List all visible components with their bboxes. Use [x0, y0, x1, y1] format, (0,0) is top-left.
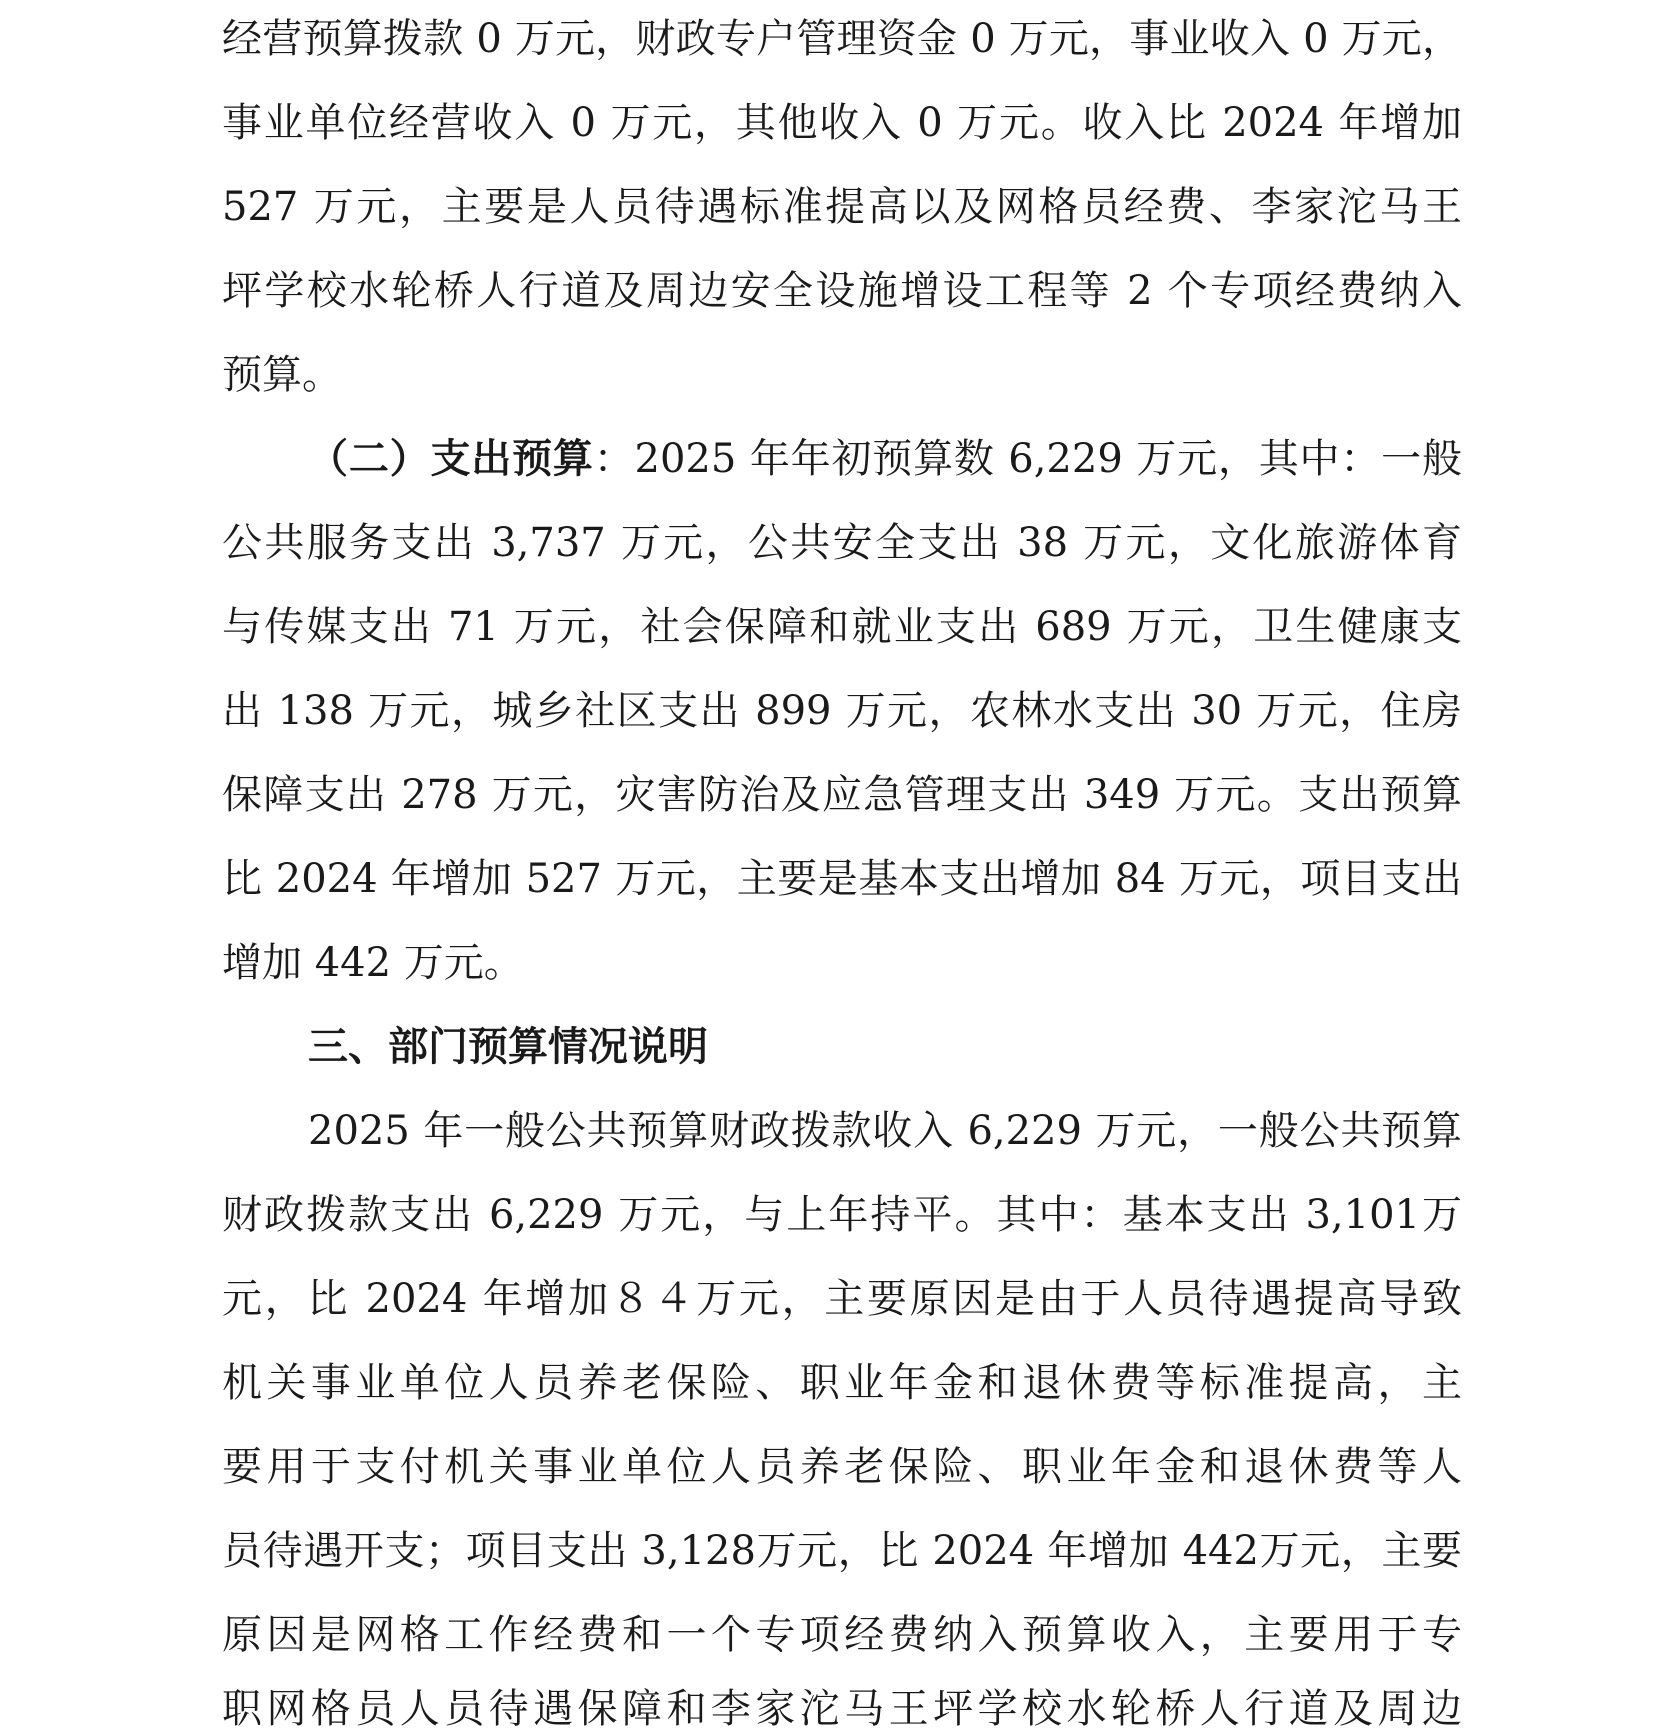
paragraph-1-line-2: 事业单位经营收入 0 万元，其他收入 0 万元。收入比 2024 年增加: [222, 100, 1462, 146]
paragraph-3-line-6: 员待遇开支；项目支出 3,128万元，比 2024 年增加 442万元，主要: [222, 1528, 1462, 1574]
paragraph-2-line-4: 出 138 万元，城乡社区支出 899 万元，农林水支出 30 万元，住房: [222, 688, 1462, 734]
paragraph-3-line-3: 元，比 2024 年增加８４万元，主要原因是由于人员待遇提高导致: [222, 1276, 1462, 1322]
paragraph-2-line-3: 与传媒支出 71 万元，社会保障和就业支出 689 万元，卫生健康支: [222, 604, 1462, 650]
paragraph-1-line-4: 坪学校水轮桥人行道及周边安全设施增设工程等 2 个专项经费纳入: [222, 268, 1462, 314]
paragraph-2-line-1: [308, 434, 1462, 484]
paragraph-3-line-5: 要用于支付机关事业单位人员养老保险、职业年金和退休费等人: [222, 1444, 1462, 1490]
paragraph-2-line-5: 保障支出 278 万元，灾害防治及应急管理支出 349 万元。支出预算: [222, 772, 1462, 818]
section-heading: 三、部门预算情况说明: [308, 1024, 708, 1070]
paragraph-3-line-2: 财政拨款支出 6,229 万元，与上年持平。其中：基本支出 3,101万: [222, 1192, 1462, 1238]
paragraph-2-line-1-text: ：2025 年年初预算数 6,229 万元，其中：一般: [593, 436, 1463, 482]
expenditure-budget-label: （二）支出预算: [308, 436, 594, 482]
paragraph-3-line-4: 机关事业单位人员养老保险、职业年金和退休费等标准提高，主: [222, 1360, 1462, 1406]
paragraph-1-line-1: 经营预算拨款 0 万元，财政专户管理资金 0 万元，事业收入 0 万元，: [222, 16, 1462, 62]
paragraph-1-line-5: 预算。: [222, 352, 342, 398]
paragraph-2-line-7: 增加 442 万元。: [222, 940, 524, 986]
paragraph-3-line-8: 职网格员人员待遇保障和李家沱马王坪学校水轮桥人行道及周边: [222, 1686, 1462, 1732]
paragraph-3-line-1: 2025 年一般公共预算财政拨款收入 6,229 万元，一般公共预算: [308, 1108, 1462, 1154]
paragraph-2-line-2: 公共服务支出 3,737 万元，公共安全支出 38 万元，文化旅游体育: [222, 520, 1462, 566]
paragraph-2-line-6: 比 2024 年增加 527 万元，主要是基本支出增加 84 万元，项目支出: [222, 856, 1462, 902]
paragraph-1-line-3: 527 万元，主要是人员待遇标准提高以及网格员经费、李家沱马王: [222, 184, 1462, 230]
paragraph-3-line-7: 原因是网格工作经费和一个专项经费纳入预算收入，主要用于专: [222, 1612, 1462, 1658]
